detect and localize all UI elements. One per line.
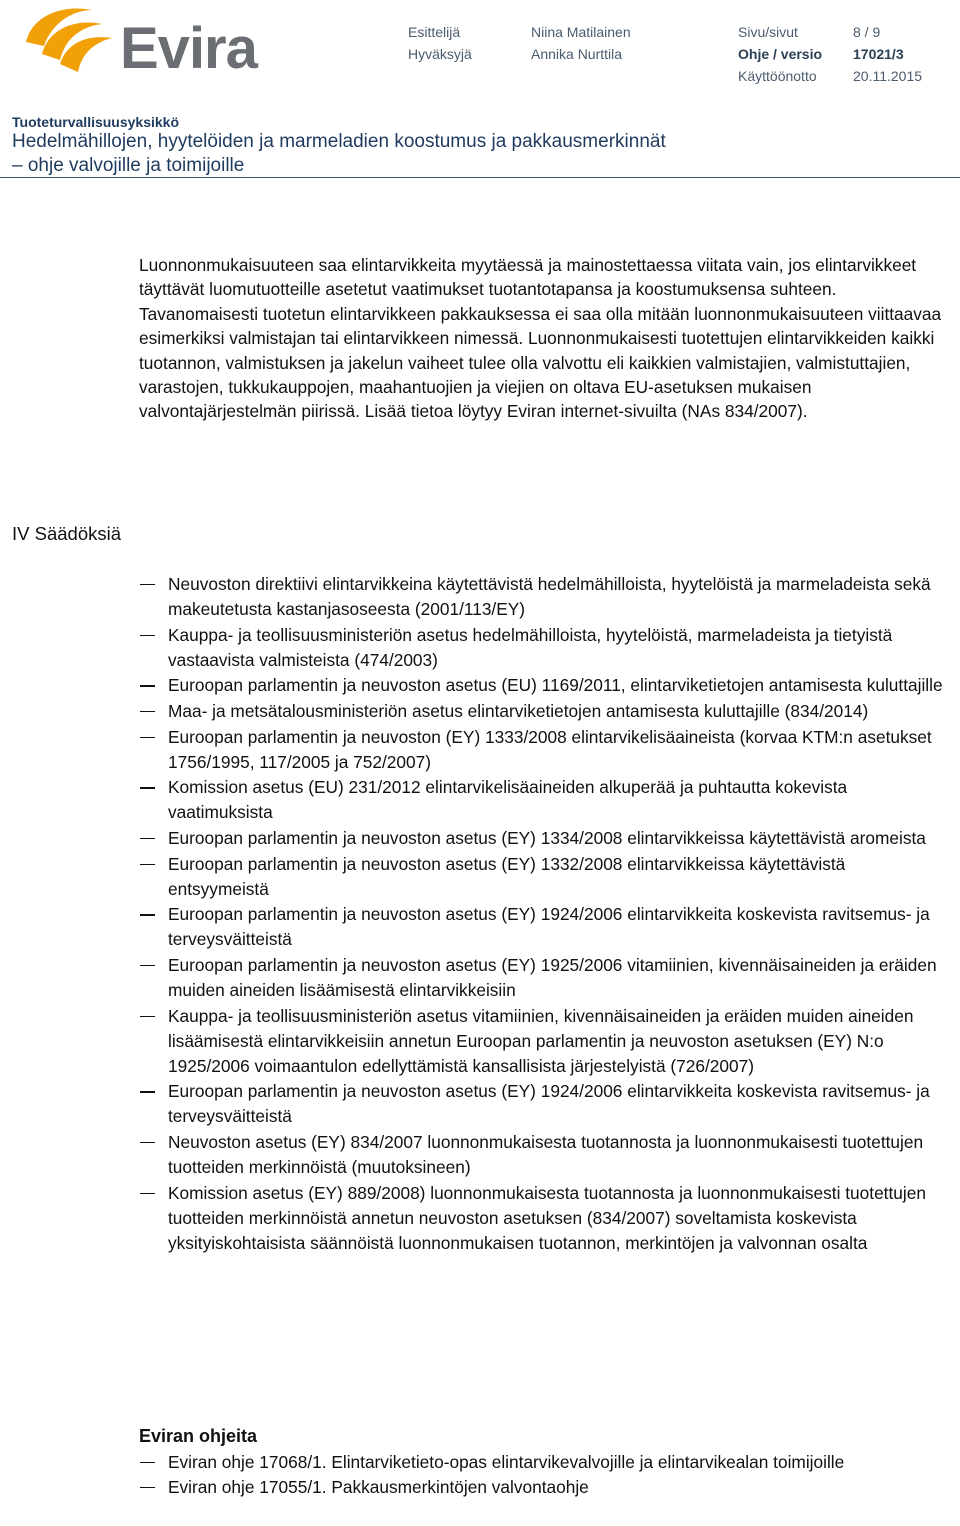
dash-bullet-icon — [140, 635, 155, 636]
regulation-list — [140, 572, 950, 1257]
section-heading: IV Säädöksiä — [12, 523, 122, 544]
list-item: Euroopan parlamentin ja neuvoston asetus (EY) 1334/2008 elintarvikkeissa käytettävistä aromeista — [140, 826, 950, 851]
dash-bullet-icon — [140, 965, 155, 966]
list-item: Kauppa- ja teollisuusministeriön asetus hedelmähilloista, hyytelöistä, marmeladeista ja tietyistä vastaavista valmisteista (474/2003) — [140, 623, 950, 673]
value-in-use: 20.11.2015 — [853, 68, 923, 84]
eviran-ohjeita-list — [140, 1450, 950, 1500]
list-item: Neuvoston direktiivi elintarvikkeina käytettävistä hedelmähilloista, hyytelöistä ja marmeladeista sekä makeutetusta kastanjasoseesta (2001/113/EY) — [140, 572, 950, 622]
page-header — [0, 0, 960, 180]
document-title: Hedelmähillojen, hyytelöiden ja marmeladien koostumus ja pakkausmerkinnät — [12, 131, 666, 152]
intro-paragraph: Luonnonmukaisuuteen saa elintarvikkeita myytäessä ja mainostettaessa viitata vain, jos elintarvikkeet täyttävät luomutuotteille asetetut vaatimukset tuotantotapansa ja koostumuksensa suhteen. Tavanomaisesti tuotetun elintarvikkeen pakkauksessa ei saa olla mitään luonnonmukaisuuteen viittaavaa esimerkiksi valmistajan tai elintarvikkeen nimessä. Luonnonmukaisesti tuotettujen elintarvikkeiden kaikki tuotannon, valmistuksen ja jakelun vaiheet tulee olla valvottu eli kaikkien valmistajien, valmistuttajien, varastojen, tukkukauppojen, maahantuojien ja viejien on oltava EU-asetuksen mukaisen valvontajärjestelmän piirissä. Lisää tietoa löytyy Eviran internet-sivuilta (NAs 834/2007). — [139, 255, 942, 422]
dash-bullet-icon — [140, 914, 155, 915]
dash-bullet-icon — [140, 711, 155, 712]
dash-bullet-icon — [140, 1193, 155, 1194]
list-item: Euroopan parlamentin ja neuvoston asetus (EY) 1924/2006 elintarvikkeita koskevista ravitsemus- ja terveysväitteistä — [140, 902, 950, 952]
label-guide-version: Ohje / versio — [738, 46, 823, 62]
unit-name: Tuoteturvallisuusyksikkö — [12, 114, 180, 130]
label-presenter: Esittelijä — [408, 24, 461, 40]
document-subtitle: – ohje valvojille ja toimijoille — [12, 155, 245, 176]
label-in-use: Käyttöönotto — [738, 68, 817, 84]
list-item: Komission asetus (EY) 889/2008) luonnonmukaisesta tuotannosta ja luonnonmukaisesti tuotettujen tuotteiden merkinnöistä annetun neuvoston asetuksen (834/2007) soveltamista koskevista yksityiskohtaisista säännöistä luonnonmukaisen tuotannon, merkintöjen ja valvonnan osalta — [140, 1181, 950, 1256]
dash-bullet-icon — [140, 1016, 155, 1017]
dash-bullet-icon — [140, 584, 155, 585]
list-item: Maa- ja metsätalousministeriön asetus elintarviketietojen antamisesta kuluttajille (834/2014) — [140, 699, 950, 724]
value-approver: Annika Nurttila — [531, 46, 623, 62]
label-approver: Hyväksyjä — [408, 46, 472, 62]
evira-logo — [22, 2, 272, 82]
dash-bullet-icon — [140, 1142, 155, 1143]
list-item: Eviran ohje 17055/1. Pakkausmerkintöjen valvontaohje — [140, 1475, 950, 1500]
dash-bullet-icon — [140, 864, 155, 865]
dash-bullet-icon — [140, 1487, 155, 1488]
list-item: Euroopan parlamentin ja neuvoston asetus (EU) 1169/2011, elintarviketietojen antamisesta kuluttajille — [140, 673, 950, 698]
list-item: Eviran ohje 17068/1. Elintarviketieto-opas elintarvikevalvojille ja elintarvikealan toimijoille — [140, 1450, 950, 1475]
eviran-ohjeita-heading: Eviran ohjeita — [139, 1426, 258, 1446]
list-item: Kauppa- ja teollisuusministeriön asetus vitamiinien, kivennäisaineiden ja eräiden muiden aineiden lisäämisestä elintarvikkeisiin annetun Euroopan parlamentin ja neuvoston asetuksen (EY) N:o 1925/2006 voimaantulon edellyttämistä kansallisista järjestelyistä (726/2007) — [140, 1004, 950, 1079]
dash-bullet-icon — [140, 737, 155, 738]
dash-bullet-icon — [140, 685, 155, 686]
list-item: Euroopan parlamentin ja neuvoston (EY) 1333/2008 elintarvikelisäaineista (korvaa KTM:n asetukset 1756/1995, 117/2005 ja 752/2007) — [140, 725, 950, 775]
dash-bullet-icon — [140, 1462, 155, 1463]
evira-logo-swoosh-icon — [22, 2, 132, 80]
header-divider — [0, 177, 960, 178]
dash-bullet-icon — [140, 838, 155, 839]
list-item: Komission asetus (EU) 231/2012 elintarvikelisäaineiden alkuperää ja puhtautta kokevista vaatimuksista — [140, 775, 950, 825]
dash-bullet-icon — [140, 787, 155, 788]
value-presenter: Niina Matilainen — [531, 24, 631, 40]
label-page: Sivu/sivut — [738, 24, 798, 40]
list-item: Euroopan parlamentin ja neuvoston asetus (EY) 1924/2006 elintarvikkeita koskevista ravitsemus- ja terveysväitteistä — [140, 1079, 950, 1129]
list-item: Neuvoston asetus (EY) 834/2007 luonnonmukaisesta tuotannosta ja luonnonmukaisesti tuotettujen tuotteiden merkinnöistä (muutoksineen) — [140, 1130, 950, 1180]
list-item: Euroopan parlamentin ja neuvoston asetus (EY) 1925/2006 vitamiinien, kivennäisaineiden ja eräiden muiden aineiden lisäämisestä elintarvikkeisiin — [140, 953, 950, 1003]
logo-text: Evira — [120, 16, 257, 81]
value-page: 8 / 9 — [853, 24, 881, 40]
dash-bullet-icon — [140, 1091, 155, 1092]
value-guide-version: 17021/3 — [853, 46, 904, 62]
list-item: Euroopan parlamentin ja neuvoston asetus (EY) 1332/2008 elintarvikkeissa käytettävistä entsyymeistä — [140, 852, 950, 902]
